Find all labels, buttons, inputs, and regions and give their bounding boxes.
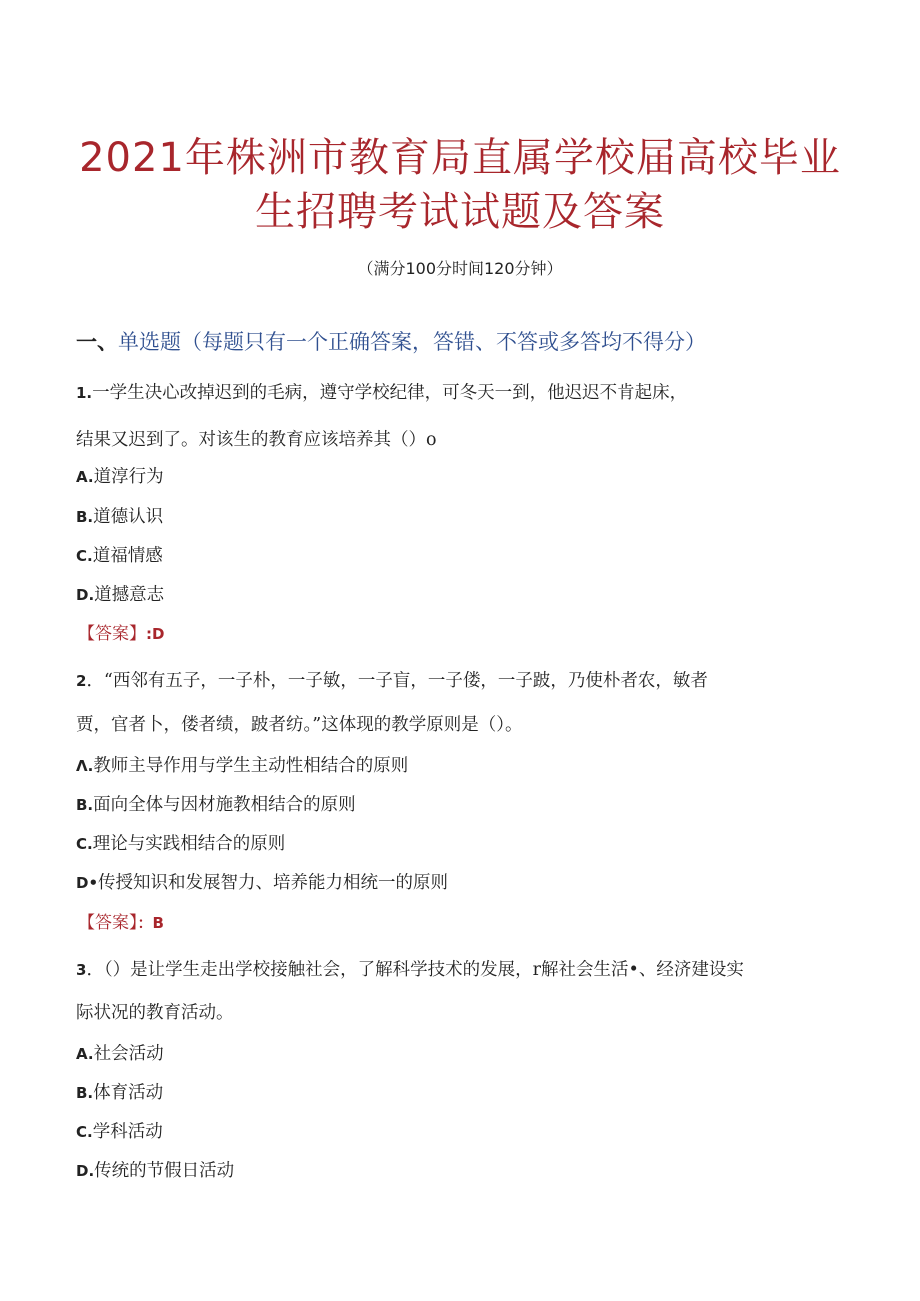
section-heading [76,326,706,356]
question-2-answer [78,910,164,936]
doc-title-line2: 生招聘考试试题及答案 [255,189,665,235]
option-text: 学科活动 [92,1122,163,1142]
option-key: C. [76,1123,93,1141]
question-3-option-b [76,1080,163,1106]
option-key: B. [76,508,94,526]
question-2-line1 [76,668,708,694]
question-3-option-c [76,1119,163,1145]
question-3-number: 3 [76,961,87,979]
option-text: 道撼意志 [94,585,165,605]
option-key: D. [76,586,95,604]
option-text: 道淳行为 [93,467,164,487]
option-text: 传统的节假日活动 [94,1161,235,1181]
option-text: 理论与实践相结合的原则 [92,834,286,854]
question-2-option-d [76,870,448,896]
answer-value: ：B [137,914,164,932]
option-text: 面向全体与因材施教相结合的原则 [93,795,356,815]
question-1-option-d [76,582,164,608]
question-1-option-a [76,464,164,490]
option-text: 教师主导作用与学生主动性相结合的原则 [93,756,409,776]
question-3-option-d [76,1158,234,1184]
option-key: A. [76,1045,94,1063]
question-1-line1 [76,380,687,406]
question-2-line2: 贾，官者卜，偻者绩，跛者纺。”这体现的教学原则是（）。 [76,715,523,735]
question-2-option-b [76,792,356,818]
question-1-option-b [76,504,163,530]
option-key: D• [76,874,99,892]
option-text: 社会活动 [93,1044,164,1064]
option-key: A. [76,468,94,486]
question-2-option-a [76,753,408,779]
question-1-answer [78,621,164,647]
option-key: C. [76,835,93,853]
question-2-option-c [76,831,285,857]
doc-title-line1: 2021年株洲市教育局直属学校届高校毕业 [79,135,841,181]
question-2-number: 2 [76,672,87,690]
question-1-line2: 结果又迟到了。对该生的教育应该培养其（）o [76,430,437,450]
answer-label: 【答案】 [78,913,138,933]
question-2-text1: ．“西邻有五子，一子朴，一子敏，一子盲，一子偻，一子跛，乃使朴者农，敏者 [86,671,708,691]
question-1-number: 1. [76,384,93,402]
question-3-line2: 际状况的教育活动。 [76,1003,234,1023]
question-3-option-a [76,1041,164,1067]
answer-label: 【答案】 [78,624,146,644]
option-key: Λ. [76,757,94,775]
answer-value: :D [146,625,165,643]
doc-subtitle: （满分100分时间120分钟） [357,259,563,278]
section-number: 一、 [76,330,118,354]
option-text: 道德认识 [93,507,164,527]
option-key: C. [76,547,93,565]
question-3-text1: ．（）是让学生走出学校接触社会，了解科学技术的发展，r解社会生活•、经济建设实 [86,960,744,980]
option-key: D. [76,1162,95,1180]
option-text: 传授知识和发展智力、培养能力相统一的原则 [98,873,449,893]
option-key: B. [76,1084,94,1102]
question-3-line1 [76,957,744,983]
option-text: 道福情感 [92,546,163,566]
question-1-option-c [76,543,163,569]
question-1-text1: 一学生决心改掉迟到的毛病，遵守学校纪律，可冬天一到，他迟迟不肯起床， [92,383,688,403]
option-key: B. [76,796,94,814]
section-text: 单选题（每题只有一个正确答案，答错、不答或多答均不得分） [118,330,706,354]
option-text: 体育活动 [93,1083,164,1103]
